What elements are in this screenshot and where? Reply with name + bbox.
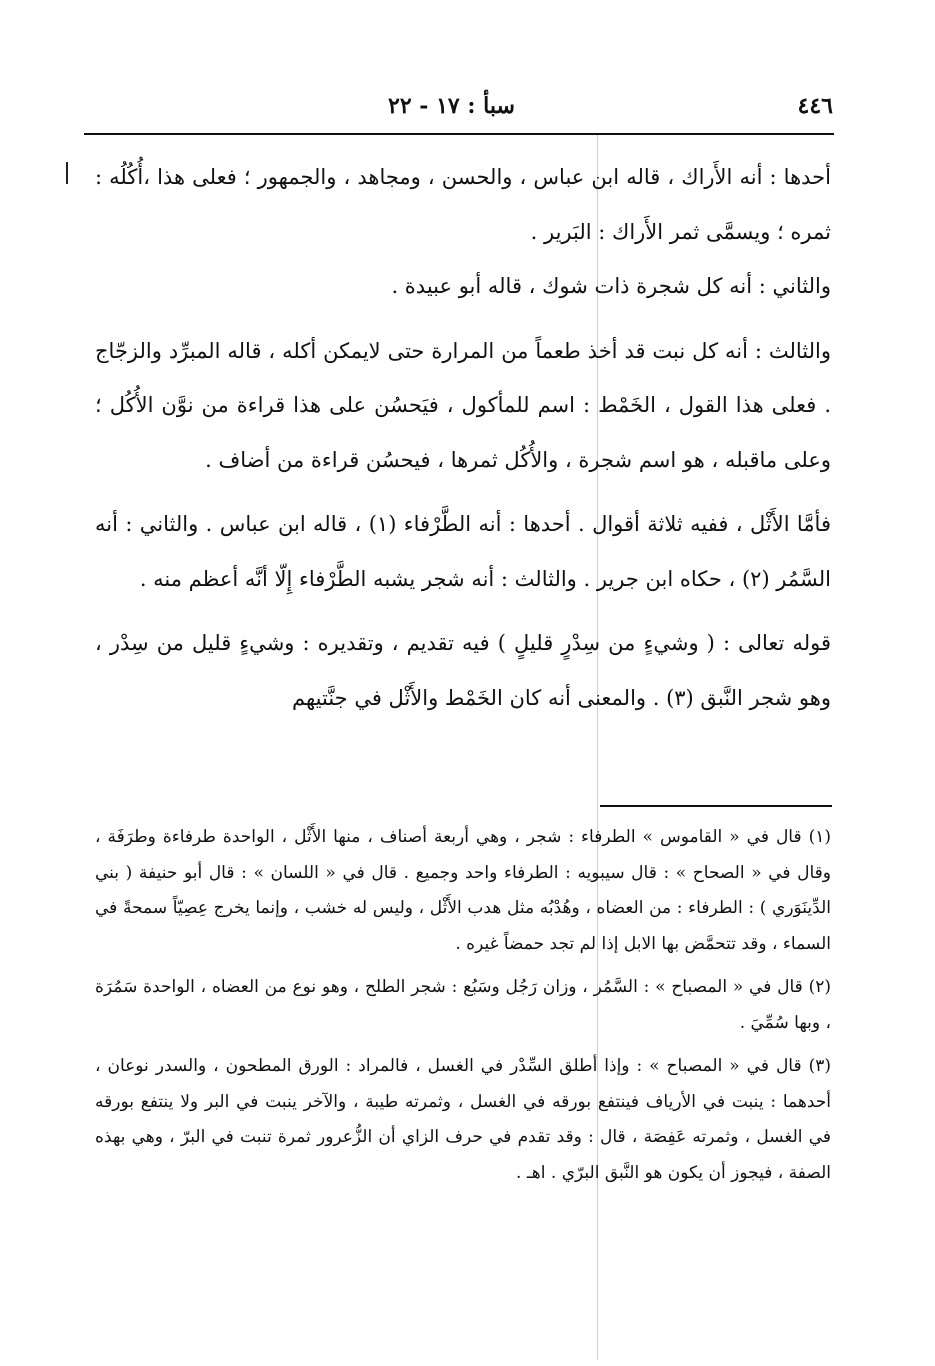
footnote-2: (٢) قال في « المصباح » : السَّمُر ، وزان رَجُل وسَبُع : شجر الطلح ، وهو نوع من العضاه ، الواحدة سَمُرَة ، وبها سُمِّيَ .: [95, 977, 831, 1033]
footnote-3: (٣) قال في « المصباح » : وإذا أطلق السِّدْر في الغسل ، فالمراد : الورق المطحون ، والسدر نوعان ، أحدهما : ينبت في الأرياف فينتفع بورقه في الغسل ، وثمرته طيبة ، والآخر ينبت في البر ولا ينتفع بورقه في الغسل ، وثمرته عَفِصَة ، قال : وقد تقدم في حرف الزاي أن الزُّعرور ثمرة تنبت في البرّ ، وهي بهذه الصفة ، فيجوز أن يكون هو النَّبق البرّي . اهـ .: [95, 1056, 831, 1183]
paragraph: أحدها : أنه الأَراك ، قاله ابن عباس ، والحسن ، ومجاهد ، والجمهور ؛ فعلى هذا ،أُكُلُه : ثمره ؛ ويسمَّى ثمر الأَراك : البَرير .: [95, 165, 831, 244]
paragraph: فأمَّا الأَثْل ، ففيه ثلاثة أقوال . أحدها : أنه الطَّرْفاء (١) ، قاله ابن عباس . والثاني : أنه السَّمُر (٢) ، حكاه ابن جرير . والثالث : أنه شجر يشبه الطَّرْفاء إِلّا أنَّه أعظم منه .: [95, 512, 831, 591]
footnote-rule: [600, 805, 832, 807]
paragraph: قوله تعالى : ( وشيءٍ من سِدْرٍ قليلٍ ) فيه تقديم ، وتقديره : وشيءٍ قليل من سِدْر ، وهو شجر النَّبق (٣) . والمعنى أنه كان الخَمْط والأَثْل في جنَّتيهم: [95, 631, 831, 710]
page-number: ٤٤٦: [797, 93, 833, 119]
surah-reference: سبأ : ١٧ - ٢٢: [388, 93, 515, 119]
margin-mark: [66, 162, 68, 184]
paragraph: والثاني : أنه كل شجرة ذات شوك ، قاله أبو عبيدة .: [391, 274, 831, 298]
main-text: [95, 150, 831, 725]
paragraph: والثالث : أنه كل نبت قد أخذ طعماً من المرارة حتى لايمكن أكله ، قاله المبرِّد والزجّاج . فعلى هذا القول ، الخَمْط : اسم للمأكول ، فيَحسُن على هذا قراءة من نوَّن الأُكُل ؛ وعلى ماقبله ، هو اسم شجرة ، والأُكُل ثمرها ، فيحسُن قراءة من أضاف .: [95, 338, 831, 472]
header-rule: [84, 133, 834, 135]
page-header: [88, 86, 833, 126]
footnotes: [95, 820, 831, 1191]
footnote-1: (١) قال في « القاموس » الطرفاء : شجر ، وهي أربعة أصناف ، منها الأَثْل ، الواحدة طرفاءة وطرَفَة ، وقال في « الصحاح » : قال سيبويه : الطرفاء واحد وجميع . قال في « اللسان » : قال أبو حنيفة ( بني الدِّينَوَري ) : الطرفاء : من العضاه ، وهُدْبُه مثل هدب الأَثْل ، وليس له خشب ، وإنما يخرج عِصِيّاً سمحةً في السماء ، وقد تتحمَّض بها الابل إذا لم تجد حمضاً غيره .: [95, 827, 831, 954]
